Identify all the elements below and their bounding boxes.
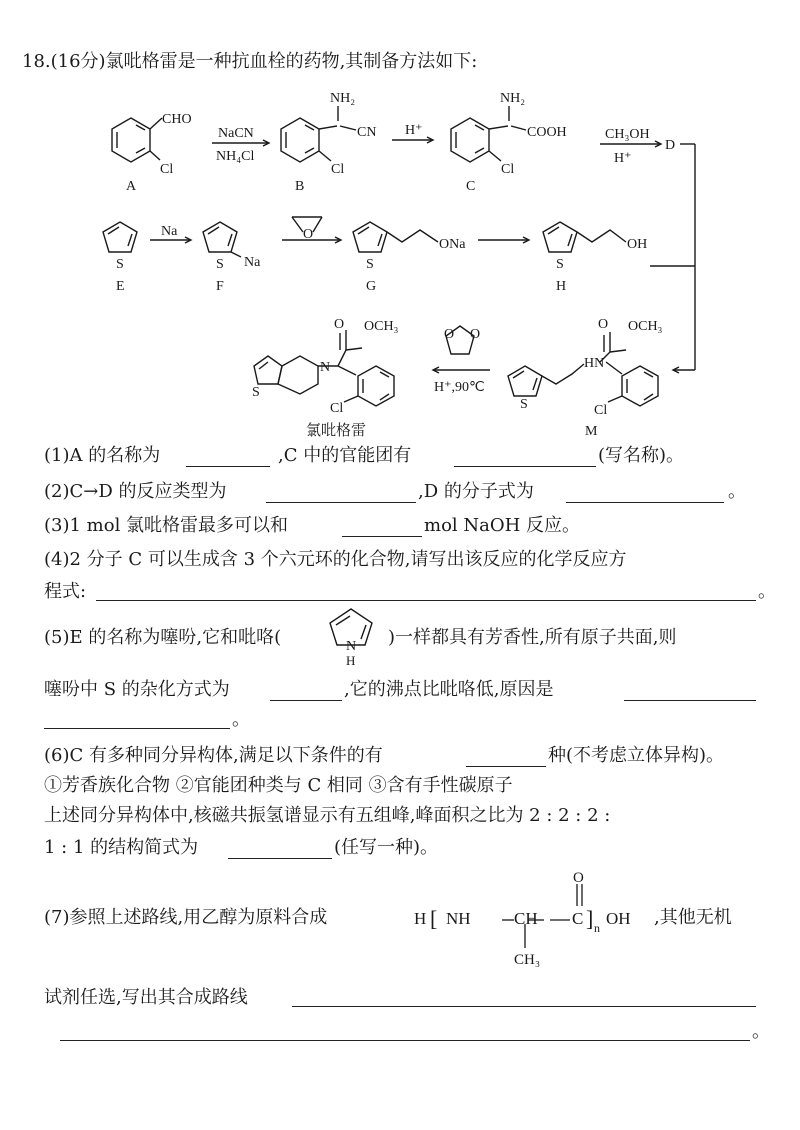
group-cooh: COOH: [527, 125, 567, 140]
q1-part-b: ,C 中的官能团有: [278, 445, 412, 466]
group-nh2-b: NH₂: [330, 91, 356, 106]
q7-blank-a[interactable]: [292, 1006, 756, 1007]
hn-m: HN: [584, 356, 605, 371]
group-cl-a: Cl: [160, 162, 174, 177]
reagent-nacn: NaCN: [218, 126, 254, 141]
polymer-o: O: [573, 870, 584, 886]
q1-blank-b[interactable]: [454, 466, 596, 467]
pyrrole-n: N: [346, 639, 357, 654]
q5-blank-b[interactable]: [624, 700, 756, 701]
label-c: C: [466, 179, 476, 194]
q5-part-c: 噻吩中 S 的杂化方式为: [44, 679, 230, 700]
pyrrole-h: H: [346, 653, 356, 668]
q5-part-a: (5)E 的名称为噻吩,它和吡咯(: [44, 627, 282, 648]
q2-part-b: ,D 的分子式为: [418, 481, 534, 502]
benzene-ring-c: [451, 118, 489, 162]
q3-part-b: mol NaOH 反应。: [424, 515, 581, 536]
q3-part-a: (3)1 mol 氯吡格雷最多可以和: [44, 515, 289, 536]
s-m: S: [520, 397, 528, 412]
q4-blank[interactable]: [96, 600, 756, 601]
q6-part-e: 1 : 1 的结构简式为: [44, 837, 199, 858]
q5-blank-c[interactable]: [44, 728, 230, 729]
q5-blank-a[interactable]: [270, 700, 342, 701]
polymer-n: n: [594, 921, 600, 935]
q6-conditions: ①芳香族化合物 ②官能团种类与 C 相同 ③含有手性碳原子: [44, 775, 513, 796]
thiophene-ring-g: [353, 222, 387, 252]
thieno-ring: [254, 356, 282, 384]
q5-part-e: 。: [232, 709, 250, 730]
polymer-ch: CH: [514, 909, 538, 928]
q6-blank-b[interactable]: [228, 858, 332, 859]
thiophene-ring-f: [203, 222, 237, 252]
q7-part-a: (7)参照上述路线,用乙醇为原料合成: [44, 907, 328, 928]
epoxide-o: O: [303, 227, 314, 242]
piperidine-ring: [278, 356, 318, 394]
q6-part-a: (6)C 有多种同分异构体,满足以下条件的有: [44, 745, 383, 766]
s-g: S: [366, 257, 374, 272]
label-a: A: [126, 179, 137, 194]
q7-blank-b[interactable]: [60, 1040, 750, 1041]
q5-part-d: ,它的沸点比吡咯低,原因是: [344, 679, 554, 700]
label-m: M: [585, 424, 598, 439]
group-ona: ONa: [439, 237, 466, 252]
label-d: D: [665, 138, 676, 153]
label-f: F: [216, 279, 224, 294]
q6-part-b: 种(不考虑立体异构)。: [548, 745, 725, 766]
polymer-h: H: [414, 909, 427, 928]
q4-part-a: (4)2 分子 C 可以生成含 3 个六元环的化合物,请写出该反应的化学反应方: [44, 549, 627, 570]
reagent-h-plus-cd: H⁺: [614, 151, 632, 166]
thiophene-ring-h: [543, 222, 577, 252]
label-clopidogrel: 氯吡格雷: [306, 423, 367, 439]
cl-m: Cl: [594, 403, 608, 418]
q6-blank-a[interactable]: [466, 766, 546, 767]
q6-part-f: (任写一种)。: [334, 837, 439, 858]
q2-part-a: (2)C→D 的反应类型为: [44, 481, 227, 502]
label-b: B: [295, 179, 305, 194]
reagent-h-90c: H⁺,90℃: [434, 380, 485, 395]
reagent-na: Na: [161, 224, 178, 239]
reagent-h-plus-bc: H⁺: [405, 123, 423, 138]
thiophene-ring-e: [103, 222, 137, 252]
q7-part-d: 。: [752, 1021, 770, 1042]
polymer-structure: [410, 862, 650, 972]
q2-blank-b[interactable]: [566, 502, 724, 503]
s-e: S: [116, 257, 124, 272]
group-oh-h: OH: [627, 237, 648, 252]
group-na-f: Na: [244, 255, 261, 270]
group-och3-m: OCH₃: [628, 319, 663, 334]
q1-blank-a[interactable]: [186, 466, 270, 467]
polymer-ch3: CH₃: [514, 952, 541, 968]
q1-part-c: (写名称)。: [598, 445, 685, 466]
label-e: E: [116, 279, 125, 294]
q3-blank[interactable]: [342, 536, 422, 537]
cl-clop: Cl: [330, 401, 344, 416]
reagent-nh4cl: NH₄Cl: [216, 149, 255, 164]
reagent-ch3oh: CH₃OH: [605, 127, 650, 142]
dioxolane-o-right: O: [470, 327, 481, 342]
polymer-bracket-right: ]: [586, 906, 594, 931]
q7-part-c: 试剂任选,写出其合成路线: [44, 987, 248, 1008]
group-cl-c: Cl: [501, 162, 515, 177]
thiophene-ring-m: [508, 366, 542, 396]
group-nh2-c: NH₂: [500, 91, 526, 106]
dioxolane-o-left: O: [444, 327, 455, 342]
o-carbonyl-clop: O: [334, 317, 345, 332]
s-clop: S: [252, 385, 260, 400]
s-f: S: [216, 257, 224, 272]
question-header: 18.(16分)氯吡格雷是一种抗血栓的药物,其制备方法如下:: [22, 51, 478, 72]
q4-part-b: 程式:: [44, 581, 87, 602]
polymer-nh: NH: [446, 909, 471, 928]
q6-part-d: 上述同分异构体中,核磁共振氢谱显示有五组峰,峰面积之比为 2 : 2 : 2 :: [44, 805, 611, 826]
q7-part-b: ,其他无机: [654, 907, 732, 928]
n-clop: N: [320, 360, 331, 375]
s-h: S: [556, 257, 564, 272]
group-cl-b: Cl: [331, 162, 345, 177]
q5-part-b: )一样都具有芳香性,所有原子共面,则: [388, 627, 677, 648]
group-cn: CN: [357, 125, 377, 140]
group-cho: CHO: [162, 112, 192, 127]
polymer-bracket-left: [: [430, 906, 438, 931]
q2-blank-a[interactable]: [266, 502, 416, 503]
q1-part-a: (1)A 的名称为: [44, 445, 161, 466]
polymer-oh: OH: [606, 909, 631, 928]
o-carbonyl-m: O: [598, 317, 609, 332]
label-h: H: [556, 279, 567, 294]
q4-part-c: 。: [758, 581, 776, 602]
polymer-c: C: [572, 909, 584, 928]
pyrrole-structure: [316, 603, 386, 669]
label-g: G: [366, 279, 377, 294]
q2-part-c: 。: [728, 481, 746, 502]
group-och3-clop: OCH₃: [364, 319, 399, 334]
benzene-ring-b: [281, 118, 319, 162]
